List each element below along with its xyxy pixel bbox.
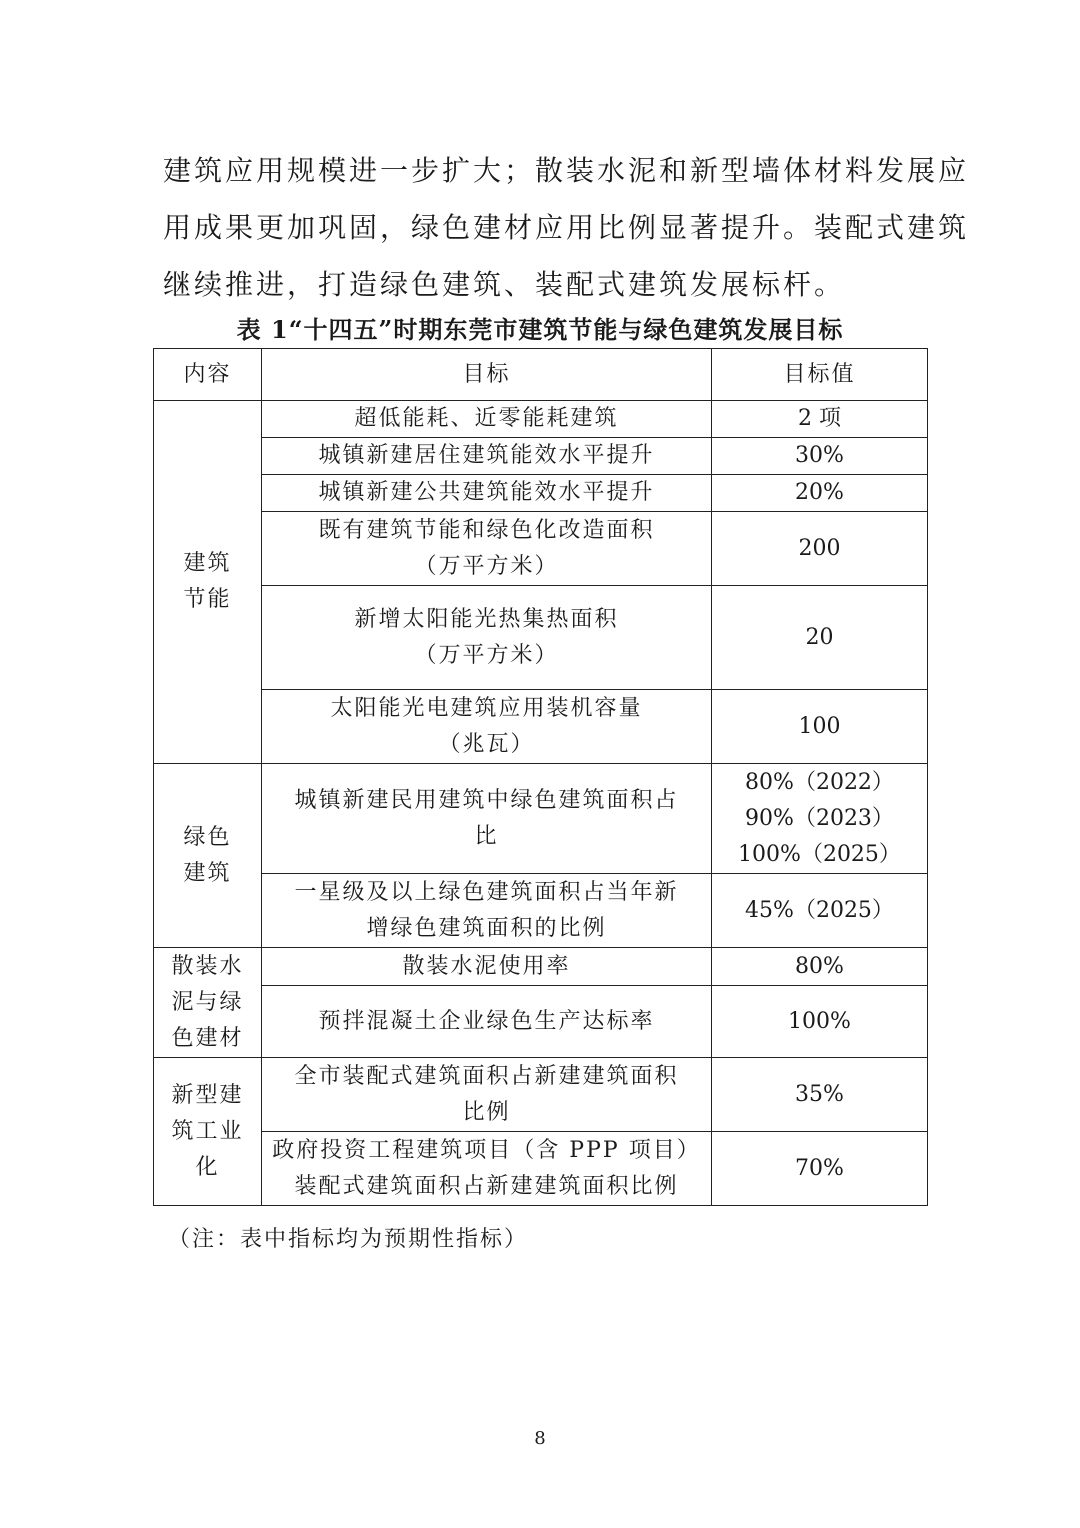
targets-table <box>153 348 928 1206</box>
group-cell <box>154 948 262 1058</box>
group-name-line: 绿色 <box>183 824 232 850</box>
value-line: 70% <box>795 1155 844 1181</box>
group-name-line: 散装水 <box>171 953 244 979</box>
target-line: 太阳能光电建筑应用装机容量 <box>330 695 643 721</box>
table-row <box>154 1058 928 1132</box>
value-cell <box>712 986 928 1058</box>
table-row <box>154 586 928 690</box>
value-line: 2 项 <box>798 406 841 431</box>
table-caption: 表 1“十四五”时期东莞市建筑节能与绿色建筑发展目标 <box>236 315 844 344</box>
target-line: 城镇新建居住建筑能效水平提升 <box>318 443 655 468</box>
header-value: 目标值 <box>712 349 928 401</box>
target-line: 装配式建筑面积占新建建筑面积比例 <box>294 1173 679 1199</box>
target-line: （万平方米） <box>414 553 559 579</box>
value-line: 30% <box>795 443 844 468</box>
target-cell <box>262 401 712 438</box>
table-row <box>154 512 928 586</box>
header-target: 目标 <box>262 349 712 401</box>
group-cell <box>154 764 262 948</box>
value-line: 35% <box>795 1081 844 1107</box>
paragraph-line: 继续推进，打造绿色建筑、装配式建筑发展标杆。 <box>163 268 846 301</box>
value-line: 45%（2025） <box>745 897 894 923</box>
target-line: 一星级及以上绿色建筑面积占当年新 <box>294 879 679 905</box>
value-cell <box>712 764 928 874</box>
target-line: 政府投资工程建筑项目（含 PPP 项目） <box>272 1137 701 1163</box>
target-line: 既有建筑节能和绿色化改造面积 <box>318 517 655 543</box>
group-name-line: 化 <box>195 1154 220 1180</box>
target-line: （万平方米） <box>414 642 559 668</box>
target-line: 城镇新建公共建筑能效水平提升 <box>318 480 655 505</box>
table-row <box>154 874 928 948</box>
value-cell <box>712 512 928 586</box>
target-cell <box>262 764 712 874</box>
table-row <box>154 986 928 1058</box>
value-cell <box>712 401 928 438</box>
target-cell <box>262 475 712 512</box>
value-line: 200 <box>798 535 841 561</box>
table-note: （注：表中指标均为预期性指标） <box>168 1227 529 1252</box>
group-name-line: 建筑 <box>183 551 232 576</box>
value-cell <box>712 1132 928 1206</box>
group-name-line: 色建材 <box>171 1025 244 1051</box>
table-row <box>154 401 928 438</box>
target-cell <box>262 1132 712 1206</box>
value-line: 90%（2023） <box>745 805 894 831</box>
table-row <box>154 690 928 764</box>
target-cell <box>262 948 712 986</box>
value-cell <box>712 690 928 764</box>
target-line: 预拌混凝土企业绿色生产达标率 <box>318 1008 655 1034</box>
value-line: 20 <box>805 624 834 650</box>
paragraph-line: 建筑应用规模进一步扩大；散装水泥和新型墙体材料发展应 <box>163 154 970 187</box>
value-line: 100%（2025） <box>738 841 901 867</box>
target-cell <box>262 690 712 764</box>
value-line: 20% <box>795 480 844 505</box>
target-cell <box>262 512 712 586</box>
target-cell <box>262 986 712 1058</box>
value-cell <box>712 475 928 512</box>
group-name-line: 筑工业 <box>171 1118 244 1144</box>
target-line: 散装水泥使用率 <box>402 953 571 979</box>
value-line: 80%（2022） <box>745 769 894 795</box>
value-cell <box>712 874 928 948</box>
target-line: 比例 <box>462 1099 511 1125</box>
table-row <box>154 475 928 512</box>
table-row <box>154 438 928 475</box>
target-line: 比 <box>474 823 499 849</box>
target-cell <box>262 586 712 690</box>
page-number: 8 <box>534 1428 546 1449</box>
table-row <box>154 1132 928 1206</box>
paragraph-line: 用成果更加巩固，绿色建材应用比例显著提升。装配式建筑 <box>163 211 970 244</box>
header-content: 内容 <box>154 349 262 401</box>
table-row <box>154 764 928 874</box>
group-cell <box>154 401 262 764</box>
target-cell <box>262 1058 712 1132</box>
target-line: （兆瓦） <box>438 731 535 757</box>
value-line: 80% <box>795 953 844 979</box>
group-name-line: 新型建 <box>171 1082 244 1108</box>
table-row <box>154 948 928 986</box>
body-paragraph <box>163 142 970 313</box>
group-name-line: 建筑 <box>183 860 232 886</box>
group-cell <box>154 1058 262 1206</box>
value-line: 100% <box>788 1008 851 1034</box>
table-header-row <box>154 349 928 401</box>
target-line: 增绿色建筑面积的比例 <box>366 915 607 941</box>
group-name-line: 节能 <box>183 587 232 612</box>
value-line: 100 <box>798 713 841 739</box>
target-line: 超低能耗、近零能耗建筑 <box>354 406 619 431</box>
target-line: 全市装配式建筑面积占新建建筑面积 <box>294 1063 679 1089</box>
target-cell <box>262 438 712 475</box>
target-line: 城镇新建民用建筑中绿色建筑面积占 <box>294 787 679 813</box>
group-name-line: 泥与绿 <box>171 989 244 1015</box>
value-cell <box>712 586 928 690</box>
target-line: 新增太阳能光热集热面积 <box>354 606 619 632</box>
target-cell <box>262 874 712 948</box>
value-cell <box>712 1058 928 1132</box>
value-cell <box>712 948 928 986</box>
value-cell <box>712 438 928 475</box>
